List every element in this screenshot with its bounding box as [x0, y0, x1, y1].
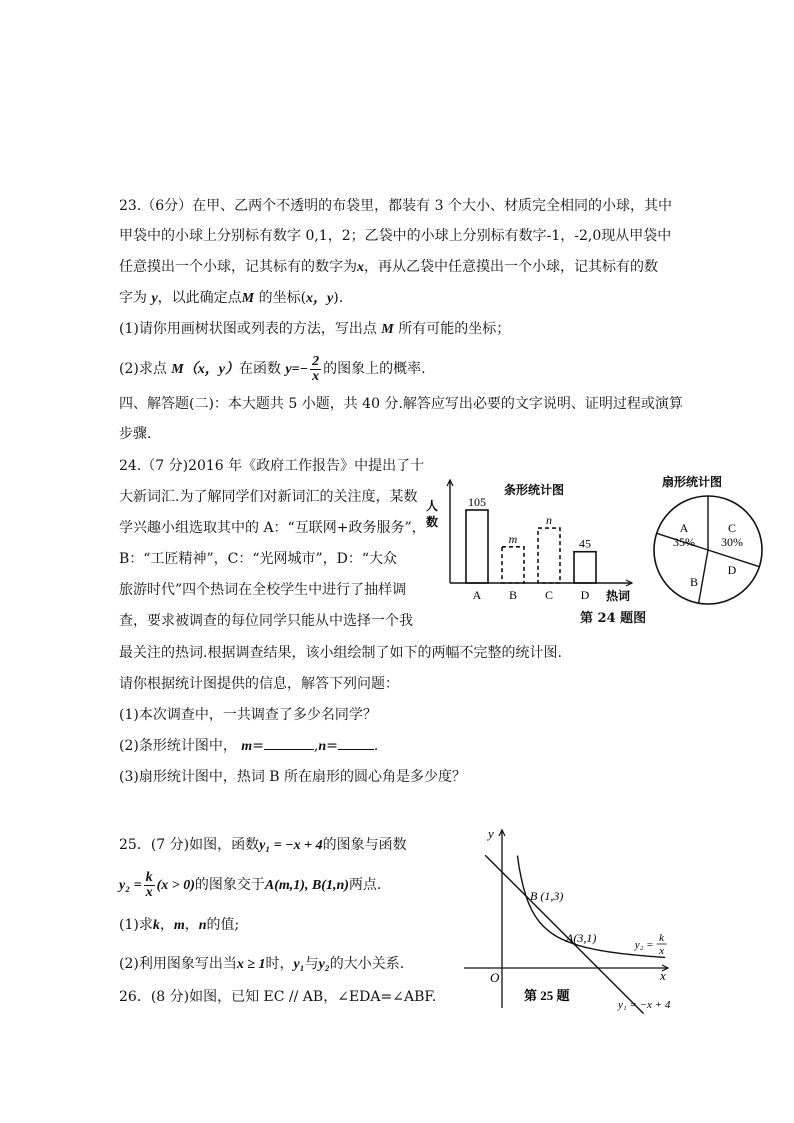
q24-line2: 大新词汇.为了解同学们对新词汇的关注度，某数 — [119, 489, 418, 505]
tick-label-A: A — [472, 588, 482, 602]
q25-m: m — [173, 918, 185, 933]
q25-p1a: (1)求 — [119, 917, 153, 933]
q24-line6: 查，要求被调查的每位同学只能从中选择一个我 — [119, 613, 413, 629]
q25-n: n — [198, 918, 207, 933]
frac-den: x — [312, 368, 320, 384]
bar-value-label-A: 105 — [468, 495, 486, 509]
q24-line8: 请你根据统计图提供的信息，解答下列问题： — [119, 676, 399, 692]
pie-slice-label-B: B — [689, 575, 699, 589]
q25-line1 — [119, 835, 407, 856]
q23-line3 — [119, 257, 658, 278]
bar-chart-xlabel: 热词 — [606, 589, 631, 603]
q25-p2a: (2)利用图象写出当 — [119, 956, 237, 972]
q23-p2-eq: =− — [291, 362, 309, 377]
q24-part3: (3)扇形统计图中，热词 B 所在扇形的圆心角是多少度？ — [119, 769, 467, 785]
q23-p2c: 的图象上的概率. — [323, 361, 426, 377]
line-y1-label: y₁ = −x + 4 — [618, 999, 671, 1011]
q25-part1 — [119, 915, 239, 936]
q25-p1b: 的值; — [206, 917, 240, 933]
q23-line2: 甲袋中的小球上分别标有数字 0,1，2；乙袋中的小球上分别标有数字-1，-2,0现从甲袋中 — [119, 228, 672, 244]
q23-line4d: ). — [333, 290, 344, 306]
bar-chart-marks — [466, 495, 596, 602]
pie-slice-label-A: A — [679, 521, 689, 535]
q25-p2b: 时， — [265, 956, 294, 972]
q25-line2 — [119, 867, 381, 904]
frac-k: k — [145, 869, 153, 885]
frac-x: x — [145, 884, 153, 900]
fig25-label: 第 25 题 — [524, 988, 570, 1003]
q24-line3: 学兴趣小组选取其中的 A：“互联网+政务服务”， — [119, 520, 426, 536]
q23-p2b: 在函数 — [238, 361, 281, 377]
q24-line4: B：“工匠精神”，C：“光网城市”，D：“大众 — [119, 551, 398, 567]
q23-p1a: (1)请你用画树状图或列表的方法，写出点 — [119, 321, 377, 337]
q23-line4a: 字为 — [119, 290, 147, 306]
y-axis-label: y — [488, 826, 494, 841]
fraction-2-over-x — [310, 355, 321, 384]
q25-points: A(m,1), B(1,n) — [264, 878, 349, 893]
bar-chart — [424, 470, 642, 630]
tick-label-C: C — [544, 588, 554, 602]
q23-p2-paren: （x，y） — [183, 362, 239, 377]
var-x: x — [357, 260, 364, 275]
x-axis-label: x — [660, 968, 666, 983]
q23-part2 — [119, 352, 426, 387]
q25-cond: (x > 0) — [156, 878, 195, 893]
coord-xy: x，y — [306, 291, 334, 306]
fig24-label: 第 24 题图 — [580, 611, 647, 626]
pie-slice-label-D: D — [727, 563, 737, 577]
q24-m: m — [241, 739, 253, 754]
q25-y2: y₂ = — [119, 878, 142, 893]
q24-line5: 旅游时代”四个热词在全校学生中进行了抽样调 — [119, 582, 407, 598]
function-graph-marks — [464, 826, 671, 1014]
q24-part2 — [119, 736, 378, 757]
q24-sep: , — [313, 738, 319, 754]
q25-p2-with: 与 — [304, 956, 319, 972]
q24-line1: 24.（7 分)2016 年《政府工作报告》中提出了十 — [119, 458, 425, 474]
bar-D — [574, 552, 596, 583]
q25-sep2: ， — [184, 917, 199, 933]
tick-label-D: D — [580, 588, 590, 602]
blank-n[interactable] — [338, 737, 374, 750]
q23-p2-y: y — [285, 362, 292, 377]
section4-line1: 四、解答题(二)：本大题共 5 小题，共 40 分.解答应写出必要的文字说明、证明过程或演算 — [119, 396, 683, 412]
q24-p2a: (2)条形统计图中， — [119, 738, 237, 754]
var-M-2: M — [381, 322, 394, 337]
point-A-label: A(3,1) — [566, 931, 597, 945]
q25-sep1: ， — [159, 917, 174, 933]
bar-C — [538, 528, 560, 583]
bar-chart-ylabel-1: 人 — [426, 499, 439, 513]
q23-p2a: (2)求点 — [119, 361, 167, 377]
q24-part1: (1)本次调查中，一共调查了多少名同学？ — [119, 707, 377, 723]
origin-label: O — [490, 970, 500, 985]
q24-eq1: = — [252, 738, 264, 754]
bar-chart-title: 条形统计图 — [504, 483, 565, 497]
section4-line2: 步骤. — [119, 426, 152, 442]
q25-y1: y₁ = −x + 4 — [259, 838, 323, 853]
q25-line1b: 的图象与函数 — [322, 837, 407, 853]
q24-line7: 最关注的热词.根据调查结果，该小组绘制了如下的两幅不完整的统计图. — [119, 645, 562, 661]
q24-eq2: = — [326, 738, 338, 754]
q25-p2-y1: y₁ — [293, 957, 305, 972]
curve-label-prefix: y₂ = — [634, 939, 654, 951]
bar-B — [502, 547, 524, 583]
q23-line4b: ，以此确定点 — [157, 290, 242, 306]
q25-part2 — [119, 954, 404, 975]
q24-n: n — [318, 739, 327, 754]
pie-chart-marks — [654, 496, 762, 604]
q24-end: . — [373, 738, 379, 754]
pie-divider-2 — [699, 550, 708, 603]
var-y: y — [151, 291, 158, 306]
bar-value-label-B: m — [508, 531, 518, 546]
pie-slice-label-C: C — [727, 521, 737, 535]
q25-line1a: 25．(7 分)如图，函数 — [119, 837, 260, 853]
bar-chart-ylabel-2: 数 — [426, 515, 439, 529]
frac-num: 2 — [312, 353, 320, 369]
blank-m[interactable] — [264, 737, 314, 750]
q23-line4c: 的坐标( — [258, 290, 307, 306]
var-M-3: M — [171, 362, 184, 377]
q26-line1: 26．(8 分)如图，已知 EC // AB，∠EDA=∠ABF. — [119, 989, 437, 1005]
function-graph — [460, 822, 678, 1014]
var-M: M — [241, 291, 255, 306]
q25-line2b: 的图象交于 — [194, 877, 265, 893]
pie-slice-percent-A: 35% — [673, 535, 695, 549]
q25-k: k — [152, 918, 160, 933]
bar-value-label-C: n — [546, 513, 552, 528]
q25-p2c: 的大小关系. — [329, 956, 405, 972]
tick-label-B: B — [508, 588, 518, 602]
q23-part1 — [119, 319, 510, 340]
bar-A — [466, 510, 488, 583]
curve-label-den: x — [659, 945, 665, 957]
q23-line3a: 任意摸出一个小球，记其标有的数字为 — [119, 259, 357, 275]
point-B-label: B (1,3) — [530, 889, 564, 903]
q23-line4 — [119, 288, 343, 309]
fraction-k-over-x — [144, 871, 155, 900]
q23-line1: 23.（6分）在甲、乙两个不透明的布袋里，都装有 3 个大小、材质完全相同的小球，其中 — [119, 198, 672, 214]
bar-value-label-D: 45 — [579, 536, 591, 551]
pie-slice-percent-C: 30% — [721, 535, 743, 549]
q25-p2-cond: x ≥ 1 — [236, 957, 266, 972]
q23-line3b: ，再从乙袋中任意摸出一个小球，记其标有的数 — [364, 259, 658, 275]
q25-line2c: 两点. — [348, 877, 382, 893]
pie-chart-title: 扇形统计图 — [662, 475, 723, 489]
pie-chart — [638, 468, 778, 608]
curve-label-num: k — [659, 932, 665, 944]
q25-p2-y2: y₂ — [318, 957, 330, 972]
q23-p1b: 所有可能的坐标； — [398, 321, 511, 337]
